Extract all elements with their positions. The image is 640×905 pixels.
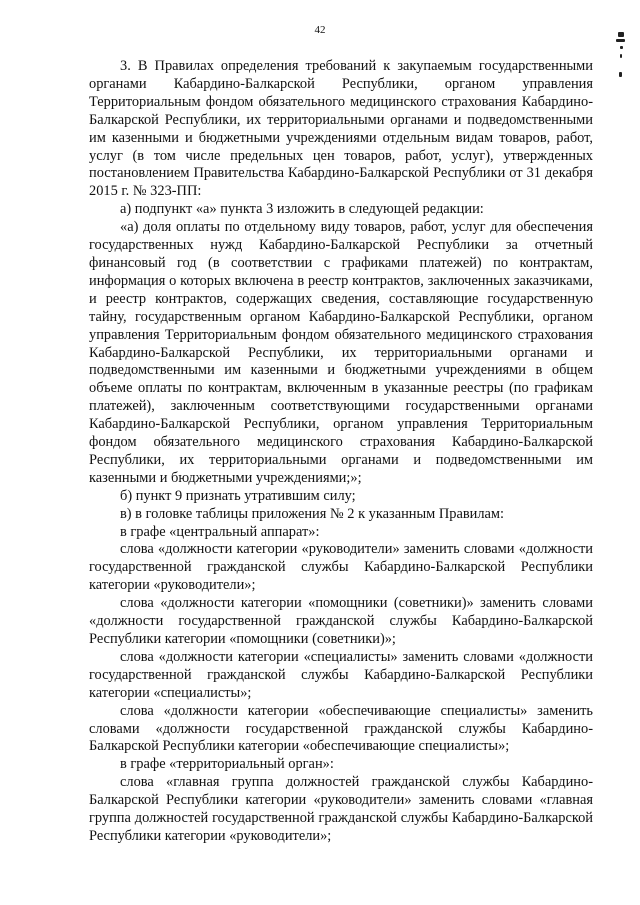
margin-mark xyxy=(614,32,630,82)
page-number: 42 xyxy=(314,24,326,36)
paragraph: слова «должности категории «помощники (советники)» заменить словами «должности государственной гражданской службы Кабардино-Балкарской Республики категории «помощники (советники)»; xyxy=(89,595,593,647)
paragraph: «а) доля оплаты по отдельному виду товаров, работ, услуг для обеспечения государственных нужд Кабардино-Балкарской Республики за отчетный финансовый год (в соответствии с графиками платежей) по контрактам, информация о которых включена в реестр контрактов, заключенных заказчиками, и реестр контрактов, содержащих сведения, составляющие государственную тайну, государственным органом Кабардино-Балкарской Республики, органом управления Территориальным фондом обязательного медицинского страхования Кабардино-Балкарской Республики, их территориальными органами и подведомственными им казенными и бюджетными учреждениями в общем объеме оплаты по контрактам, включенным в указанные реестры (по графикам платежей), заключенным соответствующими государственными органами Кабардино-Балкарской Республики, органом управления Территориальным фондом обязательного медицинского страхования Кабардино-Балкарской Республики, их территориальными органами и подведомственными им казенными и бюджетными учреждениями;»; xyxy=(89,219,593,486)
document-body xyxy=(89,58,593,846)
paragraph: б) пункт 9 признать утратившим силу; xyxy=(120,487,356,504)
paragraph: слова «должности категории «специалисты» заменить словами «должности государственной гражданской службы Кабардино-Балкарской Республики категории «специалисты»; xyxy=(89,648,593,701)
paragraph: слова «должности категории «обеспечивающие специалисты» заменить словами «должности государственной гражданской службы Кабардино-Балкарской Республики категории «обеспечивающие специалисты»; xyxy=(89,702,593,755)
paragraph: в) в головке таблицы приложения № 2 к указанным Правилам: xyxy=(120,505,505,522)
paragraph: слова «должности категории «руководители» заменить словами «должности государственной гражданской службы Кабардино-Балкарской Республики категории «руководители»; xyxy=(89,541,593,594)
paragraph: слова «главная группа должностей гражданской службы Кабардино-Балкарской Республики категории «руководители» заменить словами «главная группа должностей государственной гражданской службы Кабардино-Балкарской Республики категории «руководители»; xyxy=(89,774,593,844)
paragraph: в графе «территориальный орган»: xyxy=(120,756,334,773)
paragraph: в графе «центральный аппарат»: xyxy=(120,523,320,540)
paragraph: 3. В Правилах определения требований к закупаемым государственными органами Кабардино-Балкарской Республики, органом управления Территориальным фондом обязательного медицинского страхования Кабардино-Балкарской Республики, их территориальными органами и подведомственными им казенными и бюджетными учреждениями отдельным видам товаров, работ, услуг (в том числе предельных цен товаров, работ, услуг), утвержденных постановлением Правительства Кабардино-Балкарской Республики от 31 декабря 2015 г. № 323-ПП: xyxy=(89,58,593,200)
paragraph: а) подпункт «а» пункта 3 изложить в следующей редакции: xyxy=(120,201,484,218)
